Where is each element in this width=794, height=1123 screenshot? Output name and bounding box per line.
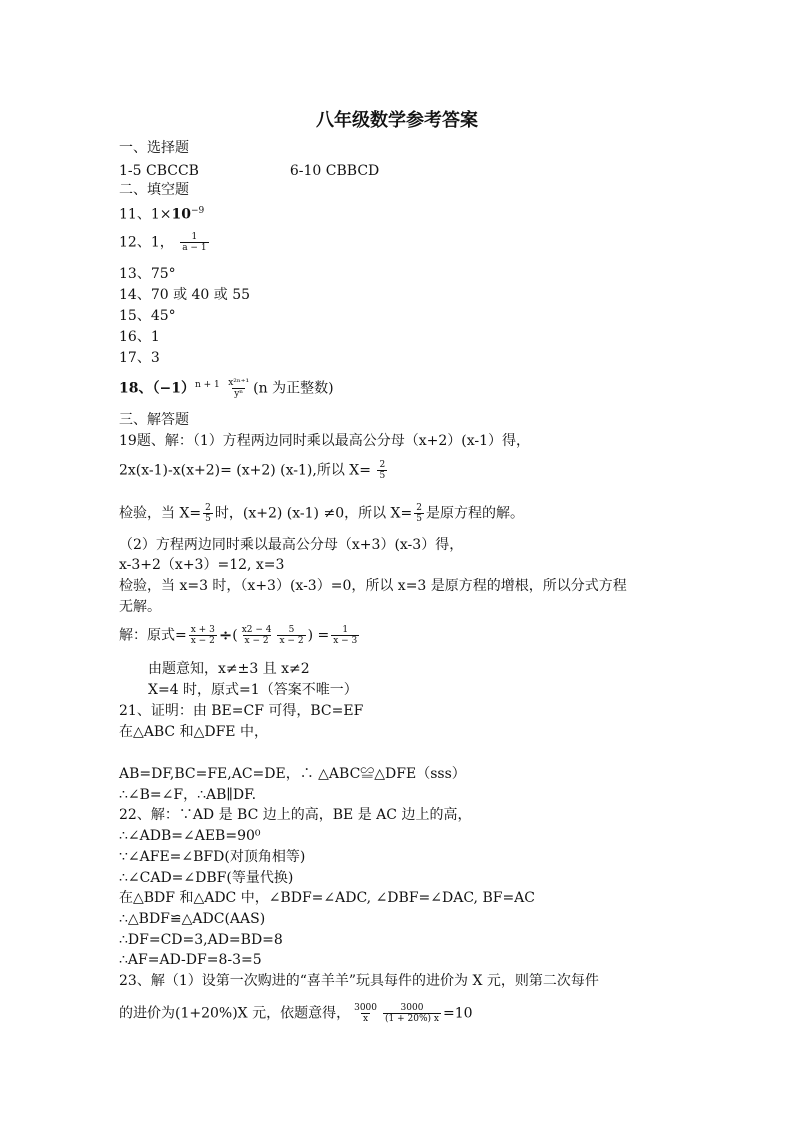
q19-line-3 (119, 503, 524, 524)
answer-12 (119, 232, 211, 253)
section-heading-choice: 一、选择题 (119, 140, 189, 156)
q23-equals: =10 (442, 1005, 473, 1022)
section-heading-fill: 二、填空题 (119, 182, 189, 198)
fraction-2-5 (377, 460, 387, 481)
q19-line-4: （2）方程两边同时乘以最高公分母（x+3）(x-3）得， (119, 537, 464, 553)
q22-line-1: 22、解：∵AD 是 BC 边上的高，BE 是 AC 边上的高， (119, 807, 472, 823)
divide-sign: ÷ (218, 625, 233, 645)
q23-line-2-text: 的进价为(1+20%)X 元，依题意得， (119, 1005, 351, 1022)
fraction-numerator: 5 (288, 625, 295, 635)
fraction-numerator: x2 − 4 (241, 625, 272, 635)
q19-line-7: 无解。 (119, 599, 161, 615)
q22-line-3: ∵∠AFE=∠BFD(对顶角相等) (119, 849, 306, 865)
fraction-numerator: 2 (205, 503, 211, 513)
q19-check-b: 时，(x+2) (x-1) ≠0，所以 X= (214, 505, 413, 522)
fraction-denominator: x − 2 (244, 636, 269, 646)
q21-line-1: 21、证明：由 BE=CF 可得，BC=EF (119, 703, 364, 719)
fraction-denominator: 5 (379, 471, 386, 481)
q20-equals: ) = (307, 627, 330, 644)
q23-line-2 (119, 1003, 473, 1024)
q23-fraction-1 (352, 1003, 379, 1024)
fraction-numerator: x + 3 (190, 625, 215, 635)
q20-fraction-4 (331, 625, 359, 646)
answer-18 (119, 376, 334, 399)
fraction-numerator: 3000 (354, 1003, 378, 1013)
q19-line-1: 19题、解：（1）方程两边同时乘以最高公分母（x+2）(x-1）得， (119, 433, 531, 449)
page-title: 八年级数学参考答案 (316, 110, 478, 131)
q23-line-1: 23、解（1）设第一次购进的“喜羊羊”玩具每件的进价为 X 元，则第二次每件 (119, 973, 599, 989)
q19-check-a: 检验，当 X= (119, 505, 202, 522)
answer-11-exponent: −9 (190, 206, 205, 216)
answer-14: 14、70 或 40 或 55 (119, 287, 251, 303)
q20-fraction-3 (277, 625, 305, 646)
fraction-numerator: 1 (342, 625, 349, 635)
fraction-numerator: 2 (379, 460, 386, 470)
fraction-denominator: yⁿ (234, 389, 244, 400)
fraction-numerator: 3000 (400, 1003, 424, 1013)
fraction-denominator: x − 2 (279, 636, 304, 646)
q21-line-3: AB=DF,BC=FE,AC=DE，∴ △ABC≌△DFE（sss） (119, 766, 466, 782)
q21-line-4: ∴∠B=∠F，∴AB∥DF. (119, 787, 257, 803)
fraction-denominator: x − 3 (333, 636, 358, 646)
fraction-numerator: 1 (191, 232, 198, 242)
answer-11-base: 10 (171, 206, 191, 223)
fraction-2-5 (203, 503, 213, 524)
fraction-denominator: a − 1 (182, 243, 207, 253)
fraction-denominator: 5 (205, 514, 211, 524)
q23-fraction-2 (383, 1003, 441, 1024)
q21-line-2: 在△ABC 和△DFE 中， (119, 724, 268, 740)
q19-line-5: x-3+2（x+3）=12, x=3 (119, 557, 285, 573)
answer-18-exponent: n + 1 (194, 380, 220, 390)
q22-line-5: 在△BDF 和△ADC 中，∠BDF=∠ADC, ∠DBF=∠DAC, BF=AC (119, 890, 535, 906)
answer-15: 15、45° (119, 308, 176, 324)
answer-12-label: 12、1， (119, 234, 174, 251)
q19-line-2 (119, 460, 389, 481)
q20-label: 解：原式= (119, 627, 187, 644)
answer-13: 13、75° (119, 266, 176, 282)
q19-line-6: 检验，当 x=3 时，（x+3）(x-3）=0，所以 x=3 是原方程的增根，所以分式方程 (119, 578, 627, 594)
q20-line-3: X=4 时，原式=1（答案不唯一） (148, 682, 358, 698)
q22-line-8: ∴AF=AD-DF=8-3=5 (119, 952, 262, 968)
q19-line-2-text: 2x(x-1)-x(x+2)= (x+2) (x-1),所以 X= (119, 462, 371, 479)
answer-17: 17、3 (119, 350, 160, 366)
fraction-numerator: x²ⁿ⁺¹ (228, 378, 250, 389)
q20-fraction-1 (189, 625, 217, 646)
answer-11 (119, 202, 204, 224)
answer-16: 16、1 (119, 329, 160, 345)
q22-line-2: ∴∠ADB=∠AEB=90⁰ (119, 828, 261, 844)
fraction-2-5 (414, 503, 424, 524)
q19-check-c: 是原方程的解。 (425, 505, 524, 522)
q20-line-1: 解：原式= $\frac{x + 3}{x - 2}$ ÷( $\frac{x2 - 4}{x - 2}$ $\frac{5}{x - 2}$ ) = $\frac{1}{x - 3}$ (119, 625, 358, 646)
answer-18-label: 18、（−1） (119, 380, 195, 397)
fraction-denominator: x − 2 (190, 636, 215, 646)
q20-line-2: 由题意知，x≠±3 且 x≠2 (148, 661, 310, 677)
answer-12-fraction (180, 232, 208, 253)
q22-line-4: ∴∠CAD=∠DBF(等量代换) (119, 870, 294, 886)
q20-fraction-2 (240, 625, 274, 646)
fraction-denominator: (1 + 20%) x (385, 1014, 439, 1024)
choice-answers-6-10: 6-10 CBBCD (289, 163, 380, 179)
answer-11-label: 11、1× (119, 206, 172, 223)
choice-answers-1-5: 1-5 CBCCB (119, 163, 199, 179)
fraction-denominator: 5 (416, 514, 422, 524)
q22-line-7: ∴DF=CD=3,AD=BD=8 (119, 932, 283, 948)
choice-answers-row (119, 162, 379, 180)
q22-line-6: ∴△BDF≌△ADC(AAS) (119, 911, 266, 927)
answer-18-fraction (226, 378, 251, 399)
fraction-numerator: 2 (416, 503, 422, 513)
answer-18-note: (n 为正整数) (253, 380, 334, 397)
fraction-denominator: x (363, 1014, 369, 1024)
section-heading-solve: 三、解答题 (119, 412, 189, 428)
